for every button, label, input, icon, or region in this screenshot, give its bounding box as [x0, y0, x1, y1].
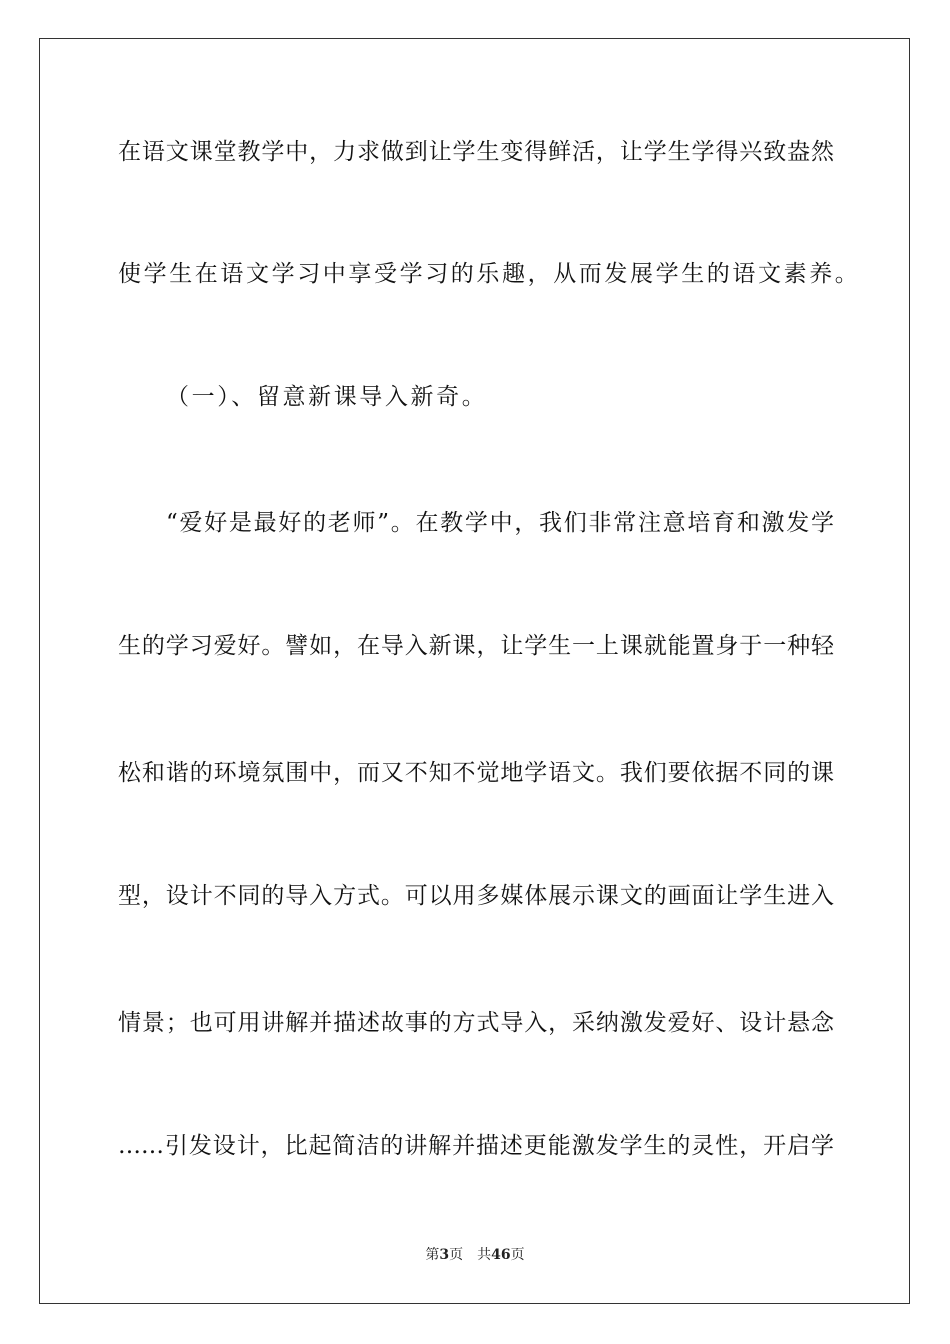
footer-page-suffix: 页 [449, 1247, 464, 1263]
text-line-2: 使学生在语文学习中享受学习的乐趣，从而发展学生的语文素养。 [118, 261, 861, 287]
text-line-1: 在语文课堂教学中，力求做到让学生变得鲜活，让学生学得兴致盎然 [118, 139, 834, 165]
section-heading: （一）、留意新课导入新奇。 [166, 384, 488, 410]
footer-page-number: 3 [439, 1247, 450, 1263]
text-line-9: ……引发设计，比起简洁的讲解并描述更能激发学生的灵性，开启学 [118, 1133, 834, 1159]
text-line-8: 情景；也可用讲解并描述故事的方式导入，采纳激发爱好、设计悬念 [118, 1010, 834, 1036]
page-footer [0, 1245, 950, 1265]
text-line-5: 生的学习爱好。譬如，在导入新课，让学生一上课就能置身于一种轻 [118, 633, 834, 659]
footer-total-prefix: 共 [477, 1247, 492, 1263]
footer-page-prefix: 第 [425, 1247, 440, 1263]
footer-total-number: 46 [491, 1247, 511, 1263]
text-line-4: “爱好是最好的老师”。在教学中，我们非常注意培育和激发学 [166, 510, 834, 536]
page-border [39, 38, 910, 1304]
text-line-6: 松和谐的环境氛围中，而又不知不觉地学语文。我们要依据不同的课 [118, 760, 834, 786]
footer-total-suffix: 页 [510, 1247, 525, 1263]
text-line-7: 型，设计不同的导入方式。可以用多媒体展示课文的画面让学生进入 [118, 883, 834, 909]
